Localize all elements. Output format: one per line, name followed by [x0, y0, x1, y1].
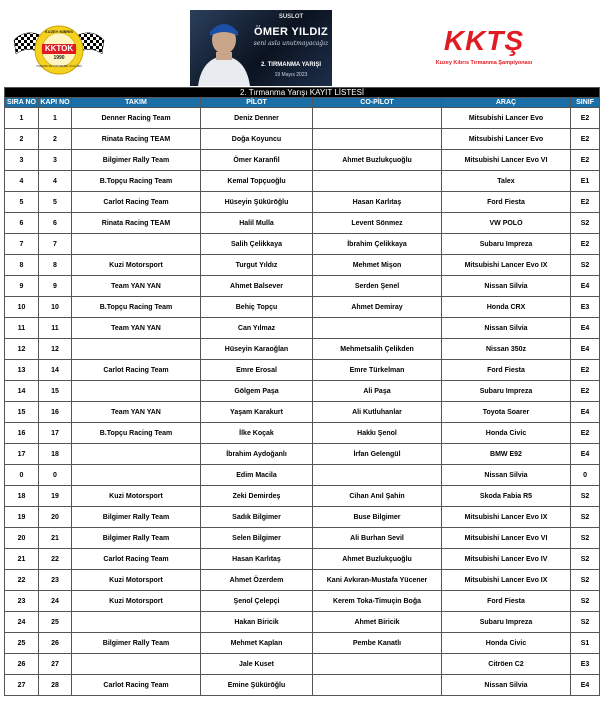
cell-pilot: Hakan Biricik — [201, 612, 313, 633]
cell-kapi-no: 23 — [39, 570, 72, 591]
banner-date: 19 Mayıs 2023 — [274, 72, 308, 78]
cell-arac: Mitsubishi Lancer Evo IV — [442, 549, 571, 570]
cell-arac: Nissan Silvia — [442, 675, 571, 696]
table-row — [5, 465, 600, 486]
kkts-logo — [432, 24, 536, 74]
cell-pilot: Jale Kuset — [201, 654, 313, 675]
kktok-top-text: KUZEY KIBRIS — [44, 29, 74, 34]
cell-co-pilot: Buse Bilgimer — [313, 507, 442, 528]
table-row — [5, 402, 600, 423]
cell-pilot: İlke Koçak — [201, 423, 313, 444]
cell-takim: Carlot Racing Team — [72, 549, 201, 570]
table-row — [5, 108, 600, 129]
cell-co-pilot — [313, 675, 442, 696]
cell-pilot: Behiç Topçu — [201, 297, 313, 318]
cell-co-pilot: Emre Türkelman — [313, 360, 442, 381]
cell-kapi-no: 4 — [39, 171, 72, 192]
kktok-logo — [12, 22, 106, 82]
cell-sinif: E3 — [571, 297, 600, 318]
cell-sira-no: 4 — [5, 171, 39, 192]
table-row — [5, 423, 600, 444]
table-row — [5, 570, 600, 591]
cell-kapi-no: 27 — [39, 654, 72, 675]
table-row — [5, 129, 600, 150]
cell-sinif: E2 — [571, 129, 600, 150]
cell-sira-no: 0 — [5, 465, 39, 486]
cell-sira-no: 10 — [5, 297, 39, 318]
cell-takim — [72, 234, 201, 255]
cell-takim: Kuzi Motorsport — [72, 255, 201, 276]
col-header-takim: TAKIM — [72, 98, 201, 108]
table-body — [5, 108, 600, 696]
col-header-pilot: PİLOT — [201, 98, 313, 108]
cell-takim: Rinata Racing TEAM — [72, 129, 201, 150]
cell-arac: Nissan Silvia — [442, 318, 571, 339]
cell-kapi-no: 3 — [39, 150, 72, 171]
cell-takim: B.Topçu Racing Team — [72, 171, 201, 192]
cell-sira-no: 27 — [5, 675, 39, 696]
cell-kapi-no: 14 — [39, 360, 72, 381]
cell-arac: Citröen C2 — [442, 654, 571, 675]
cell-takim: Team YAN YAN — [72, 276, 201, 297]
cell-arac: Ford Fiesta — [442, 591, 571, 612]
cell-sira-no: 7 — [5, 234, 39, 255]
cell-pilot: Turgut Yıldız — [201, 255, 313, 276]
table-row — [5, 171, 600, 192]
cell-co-pilot — [313, 129, 442, 150]
table-row — [5, 675, 600, 696]
cell-sinif: S2 — [571, 486, 600, 507]
cell-sinif: E2 — [571, 423, 600, 444]
cell-sinif: S2 — [571, 528, 600, 549]
cell-sinif: E2 — [571, 234, 600, 255]
cell-kapi-no: 22 — [39, 549, 72, 570]
cell-co-pilot: Ahmet Buzlukçuoğlu — [313, 549, 442, 570]
cell-sinif: S2 — [571, 255, 600, 276]
cell-pilot: Salih Çelikkaya — [201, 234, 313, 255]
cell-pilot: Mehmet Kaplan — [201, 633, 313, 654]
cell-sira-no: 21 — [5, 549, 39, 570]
cell-sira-no: 13 — [5, 360, 39, 381]
cell-co-pilot: Kani Avkıran-Mustafa Yücener — [313, 570, 442, 591]
cell-pilot: Can Yılmaz — [201, 318, 313, 339]
cell-arac: Mitsubishi Lancer Evo IX — [442, 570, 571, 591]
cell-arac: Subaru Impreza — [442, 612, 571, 633]
cell-takim: Carlot Racing Team — [72, 192, 201, 213]
cell-pilot: Şenol Çelepçi — [201, 591, 313, 612]
cell-sinif: 0 — [571, 465, 600, 486]
table-row — [5, 255, 600, 276]
cell-arac: Toyota Soarer — [442, 402, 571, 423]
cell-co-pilot: Ahmet Buzlukçuoğlu — [313, 150, 442, 171]
cell-kapi-no: 7 — [39, 234, 72, 255]
cell-takim: Kuzi Motorsport — [72, 570, 201, 591]
cell-pilot: Hüseyin Şükürōğlu — [201, 192, 313, 213]
cell-co-pilot — [313, 318, 442, 339]
cell-pilot: Hasan Karlıtaş — [201, 549, 313, 570]
cell-takim: Bilgimer Rally Team — [72, 528, 201, 549]
cell-sinif: E2 — [571, 108, 600, 129]
cell-arac: Mitsubishi Lancer Evo VI — [442, 150, 571, 171]
cell-kapi-no: 25 — [39, 612, 72, 633]
cell-sinif: S2 — [571, 591, 600, 612]
cell-sira-no: 12 — [5, 339, 39, 360]
cell-sinif: S2 — [571, 213, 600, 234]
cell-kapi-no: 24 — [39, 591, 72, 612]
cell-co-pilot: Ahmet Demiray — [313, 297, 442, 318]
table-row — [5, 612, 600, 633]
cell-arac: Nissan Silvia — [442, 465, 571, 486]
cell-arac: Talex — [442, 171, 571, 192]
cell-kapi-no: 5 — [39, 192, 72, 213]
cell-kapi-no: 20 — [39, 507, 72, 528]
cell-arac: Ford Fiesta — [442, 360, 571, 381]
cell-takim: B.Topçu Racing Team — [72, 423, 201, 444]
cell-takim: Denner Racing Team — [72, 108, 201, 129]
cell-sinif: S2 — [571, 570, 600, 591]
cell-co-pilot: Kerem Toka-Timuçin Boğa — [313, 591, 442, 612]
cell-kapi-no: 15 — [39, 381, 72, 402]
cell-pilot: Ömer Karanfil — [201, 150, 313, 171]
cell-sinif: E2 — [571, 381, 600, 402]
cell-sinif: E4 — [571, 318, 600, 339]
table-row — [5, 381, 600, 402]
cell-sinif: S2 — [571, 507, 600, 528]
cell-sinif: S1 — [571, 633, 600, 654]
cell-arac: Mitsubishi Lancer Evo — [442, 129, 571, 150]
cell-takim — [72, 444, 201, 465]
col-header-co-pilot: CO-PİLOT — [313, 98, 442, 108]
cell-kapi-no: 0 — [39, 465, 72, 486]
cell-kapi-no: 8 — [39, 255, 72, 276]
cell-sinif: E1 — [571, 171, 600, 192]
cell-arac: Mitsubishi Lancer Evo IX — [442, 507, 571, 528]
cell-pilot: Hüseyin Karaoğlan — [201, 339, 313, 360]
cell-co-pilot: İrfan Gelengül — [313, 444, 442, 465]
registration-table — [4, 87, 600, 696]
cell-sinif: S2 — [571, 549, 600, 570]
cell-pilot: Gölgem Paşa — [201, 381, 313, 402]
table-row — [5, 276, 600, 297]
table-row — [5, 360, 600, 381]
cell-sira-no: 20 — [5, 528, 39, 549]
cell-kapi-no: 18 — [39, 444, 72, 465]
cell-arac: Nissan 350z — [442, 339, 571, 360]
cell-sira-no: 9 — [5, 276, 39, 297]
cell-co-pilot — [313, 108, 442, 129]
cell-takim: Team YAN YAN — [72, 318, 201, 339]
kktok-year: 1990 — [53, 55, 65, 61]
col-header-kapi-no: KAPI NO — [40, 99, 70, 106]
cell-sinif: E3 — [571, 654, 600, 675]
page-header — [0, 0, 550, 87]
cell-takim: Kuzi Motorsport — [72, 486, 201, 507]
cell-pilot: Halil Mulla — [201, 213, 313, 234]
cell-kapi-no: 19 — [39, 486, 72, 507]
table-header-row — [5, 98, 600, 108]
cell-sinif: E4 — [571, 276, 600, 297]
cell-takim — [72, 465, 201, 486]
table-row — [5, 528, 600, 549]
cell-takim: Rinata Racing TEAM — [72, 213, 201, 234]
cell-sinif: E4 — [571, 444, 600, 465]
cell-sinif: E4 — [571, 339, 600, 360]
cell-sira-no: 25 — [5, 633, 39, 654]
cell-pilot: İbrahim Aydoğanlı — [201, 444, 313, 465]
cell-pilot: Emine Şükürōğlu — [201, 675, 313, 696]
driver-portrait — [194, 18, 252, 86]
cell-kapi-no: 17 — [39, 423, 72, 444]
cell-co-pilot: Mehmet Mişon — [313, 255, 442, 276]
cell-takim — [72, 612, 201, 633]
cell-kapi-no: 9 — [39, 276, 72, 297]
cell-pilot: Kemal Topçuoğlu — [201, 171, 313, 192]
cell-sira-no: 8 — [5, 255, 39, 276]
cell-sira-no: 3 — [5, 150, 39, 171]
cell-sira-no: 17 — [5, 444, 39, 465]
cell-takim: Carlot Racing Team — [72, 675, 201, 696]
cell-sinif: E2 — [571, 360, 600, 381]
cell-pilot: Ahmet Özerdem — [201, 570, 313, 591]
cell-co-pilot — [313, 654, 442, 675]
cell-co-pilot: Ali Kutluhanlar — [313, 402, 442, 423]
cell-co-pilot: Ali Paşa — [313, 381, 442, 402]
cell-co-pilot: Serden Şenel — [313, 276, 442, 297]
cell-sira-no: 6 — [5, 213, 39, 234]
cell-co-pilot — [313, 171, 442, 192]
table-row — [5, 297, 600, 318]
cell-sira-no: 24 — [5, 612, 39, 633]
kktok-ring-text: TURİZM VE OTOMOBİL KULÜBÜ — [36, 64, 82, 68]
table-row — [5, 549, 600, 570]
cell-pilot: Emre Erosal — [201, 360, 313, 381]
cell-pilot: Selen Bilgimer — [201, 528, 313, 549]
cell-sira-no: 16 — [5, 423, 39, 444]
col-header-sira-no: SIRA NO — [5, 98, 39, 108]
table-row — [5, 318, 600, 339]
cell-pilot: Edim Macila — [201, 465, 313, 486]
table-title: 2. Tırmanma Yarışı KAYIT LİSTESİ — [5, 88, 600, 98]
cell-co-pilot: Hakkı Şenol — [313, 423, 442, 444]
cell-arac: Mitsubishi Lancer Evo IX — [442, 255, 571, 276]
cell-co-pilot: Cihan Anıl Şahin — [313, 486, 442, 507]
cell-arac: Honda CRX — [442, 297, 571, 318]
cell-co-pilot: Ahmet Biricik — [313, 612, 442, 633]
kkts-logo-text: KKTŞ — [443, 25, 525, 56]
table-row — [5, 633, 600, 654]
cell-pilot: Yaşam Karakurt — [201, 402, 313, 423]
cell-arac: Nissan Silvia — [442, 276, 571, 297]
cell-arac: Subaru Impreza — [442, 381, 571, 402]
cell-arac: VW POLO — [442, 213, 571, 234]
col-header-arac: ARAÇ — [442, 98, 571, 108]
cell-takim — [72, 654, 201, 675]
cell-kapi-no: 11 — [39, 318, 72, 339]
cell-kapi-no: 1 — [39, 108, 72, 129]
cell-sinif: E4 — [571, 675, 600, 696]
col-header-sinif: SINIF — [571, 98, 600, 108]
table-row — [5, 234, 600, 255]
cell-sira-no: 22 — [5, 570, 39, 591]
banner-name: ÖMER YILDIZ — [254, 26, 328, 38]
cell-sira-no: 18 — [5, 486, 39, 507]
cell-kapi-no: 10 — [39, 297, 72, 318]
cell-sira-no: 26 — [5, 654, 39, 675]
memorial-banner — [190, 10, 332, 86]
table-row — [5, 654, 600, 675]
cell-takim — [72, 339, 201, 360]
kktok-abbr: KKTOK — [44, 44, 74, 53]
table-row — [5, 192, 600, 213]
cell-kapi-no: 16 — [39, 402, 72, 423]
cell-pilot: Deniz Denner — [201, 108, 313, 129]
cell-kapi-no: 2 — [39, 129, 72, 150]
table-row — [5, 444, 600, 465]
cell-kapi-no: 6 — [39, 213, 72, 234]
cell-takim: Carlot Racing Team — [72, 360, 201, 381]
cell-pilot: Sadık Bilgimer — [201, 507, 313, 528]
cell-takim: Team YAN YAN — [72, 402, 201, 423]
cell-pilot: Doğa Koyuncu — [201, 129, 313, 150]
cell-co-pilot: Levent Sönmez — [313, 213, 442, 234]
cell-arac: Subaru Impreza — [442, 234, 571, 255]
cell-arac: Honda Civic — [442, 423, 571, 444]
cell-pilot: Zeki Demirdeş — [201, 486, 313, 507]
cell-takim: B.Topçu Racing Team — [72, 297, 201, 318]
cell-sinif: S2 — [571, 612, 600, 633]
cell-takim: Kuzi Motorsport — [72, 591, 201, 612]
table-row — [5, 339, 600, 360]
cell-sira-no: 2 — [5, 129, 39, 150]
cell-takim: Bilgimer Rally Team — [72, 633, 201, 654]
cell-takim: Bilgimer Rally Team — [72, 507, 201, 528]
cell-co-pilot: Pembe Kanatlı — [313, 633, 442, 654]
cell-co-pilot: Mehmetsalih Çelikden — [313, 339, 442, 360]
cell-sira-no: 14 — [5, 381, 39, 402]
table-row — [5, 213, 600, 234]
cell-kapi-no: 12 — [39, 339, 72, 360]
table-row — [5, 486, 600, 507]
cell-co-pilot — [313, 465, 442, 486]
cell-arac: Skoda Fabia R5 — [442, 486, 571, 507]
cell-co-pilot: Ali Burhan Sevil — [313, 528, 442, 549]
cell-sinif: E4 — [571, 402, 600, 423]
cell-co-pilot: İbrahim Çelikkaya — [313, 234, 442, 255]
cell-kapi-no: 26 — [39, 633, 72, 654]
cell-pilot: Ahmet Balsever — [201, 276, 313, 297]
banner-race: 2. TIRMANMA YARIŞI — [260, 62, 322, 68]
cell-sira-no: 15 — [5, 402, 39, 423]
banner-brand: SUSLOT — [278, 14, 304, 20]
cell-arac: Ford Fiesta — [442, 192, 571, 213]
table-row — [5, 507, 600, 528]
kkts-logo-subtitle: Kuzey Kıbrıs Tırmanma Şampiyonası — [435, 60, 533, 66]
table-title-row — [5, 88, 600, 98]
cell-takim — [72, 381, 201, 402]
table-row — [5, 150, 600, 171]
cell-sira-no: 5 — [5, 192, 39, 213]
cell-arac: Honda Civic — [442, 633, 571, 654]
cell-arac: Mitsubishi Lancer Evo — [442, 108, 571, 129]
cell-sinif: E2 — [571, 192, 600, 213]
cell-sinif: E2 — [571, 150, 600, 171]
cell-sira-no: 19 — [5, 507, 39, 528]
cell-arac: Mitsubishi Lancer Evo VI — [442, 528, 571, 549]
cell-sira-no: 11 — [5, 318, 39, 339]
cell-takim: Bilgimer Rally Team — [72, 150, 201, 171]
banner-slogan: seni asla unutmayacağız — [253, 40, 329, 47]
cell-sira-no: 23 — [5, 591, 39, 612]
cell-kapi-no: 28 — [39, 675, 72, 696]
cell-co-pilot: Hasan Karlıtaş — [313, 192, 442, 213]
table-row — [5, 591, 600, 612]
cell-sira-no: 1 — [5, 108, 39, 129]
cell-kapi-no: 21 — [39, 528, 72, 549]
cell-arac: BMW E92 — [442, 444, 571, 465]
